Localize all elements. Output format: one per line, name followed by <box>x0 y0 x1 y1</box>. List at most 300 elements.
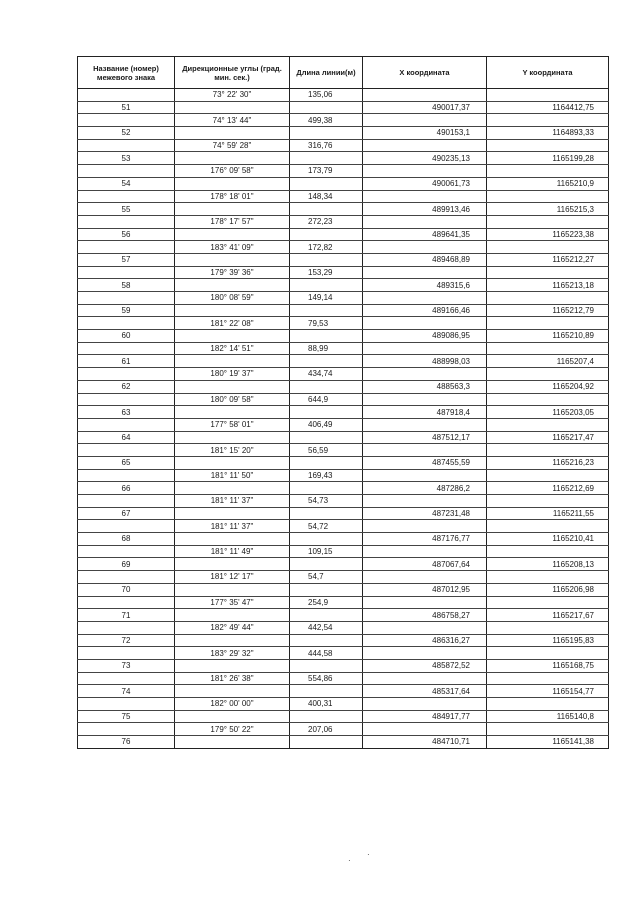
directional-angle-cell <box>175 507 290 520</box>
x-coordinate-cell <box>363 520 487 533</box>
directional-angle-cell <box>175 279 290 292</box>
y-coordinate-cell <box>487 165 609 178</box>
directional-angle-cell: 178° 17' 57" <box>175 215 290 228</box>
directional-angle-cell <box>175 330 290 343</box>
y-coordinate-cell: 1165140,8 <box>487 710 609 723</box>
y-coordinate-cell <box>487 89 609 102</box>
x-coordinate-cell <box>363 266 487 279</box>
x-coordinate-cell: 487067,64 <box>363 558 487 571</box>
table-row-segment <box>78 698 609 711</box>
x-coordinate-cell: 490153,1 <box>363 127 487 140</box>
table-row-segment <box>78 89 609 102</box>
point-name-cell: 60 <box>78 330 175 343</box>
x-coordinate-cell <box>363 723 487 736</box>
table-row-point <box>78 533 609 546</box>
table-body <box>78 89 609 749</box>
x-coordinate-cell: 487455,59 <box>363 456 487 469</box>
header-line-length: Длина линии(м) <box>290 57 363 89</box>
line-length-cell <box>290 659 363 672</box>
table-row-segment <box>78 672 609 685</box>
directional-angle-cell: 183° 41' 09" <box>175 241 290 254</box>
line-length-cell: 400,31 <box>290 698 363 711</box>
x-coordinate-cell: 485317,64 <box>363 685 487 698</box>
table-row-point <box>78 380 609 393</box>
point-name-cell <box>78 241 175 254</box>
y-coordinate-cell <box>487 368 609 381</box>
line-length-cell: 56,59 <box>290 444 363 457</box>
x-coordinate-cell <box>363 596 487 609</box>
y-coordinate-cell <box>487 266 609 279</box>
point-name-cell: 55 <box>78 203 175 216</box>
header-point-name: Название (номер) межевого знака <box>78 57 175 89</box>
line-length-cell: 54,7 <box>290 571 363 584</box>
point-name-cell <box>78 215 175 228</box>
directional-angle-cell <box>175 710 290 723</box>
x-coordinate-cell: 488563,3 <box>363 380 487 393</box>
line-length-cell <box>290 583 363 596</box>
y-coordinate-cell <box>487 241 609 254</box>
x-coordinate-cell: 489913,46 <box>363 203 487 216</box>
point-name-cell: 67 <box>78 507 175 520</box>
x-coordinate-cell: 489468,89 <box>363 253 487 266</box>
line-length-cell <box>290 330 363 343</box>
y-coordinate-cell <box>487 495 609 508</box>
x-coordinate-cell <box>363 418 487 431</box>
point-name-cell: 74 <box>78 685 175 698</box>
y-coordinate-cell: 1165212,27 <box>487 253 609 266</box>
point-name-cell: 75 <box>78 710 175 723</box>
y-coordinate-cell: 1164412,75 <box>487 101 609 114</box>
directional-angle-cell: 74° 59' 28" <box>175 139 290 152</box>
line-length-cell: 172,82 <box>290 241 363 254</box>
table-row-segment <box>78 215 609 228</box>
header-directional-angle: Дирекционные углы (град. мин. сек.) <box>175 57 290 89</box>
line-length-cell <box>290 431 363 444</box>
directional-angle-cell: 181° 11' 50" <box>175 469 290 482</box>
x-coordinate-cell <box>363 241 487 254</box>
x-coordinate-cell: 487918,4 <box>363 406 487 419</box>
table-row-segment <box>78 647 609 660</box>
line-length-cell <box>290 203 363 216</box>
directional-angle-cell <box>175 482 290 495</box>
table-row-point <box>78 177 609 190</box>
y-coordinate-cell <box>487 647 609 660</box>
point-name-cell <box>78 495 175 508</box>
x-coordinate-cell: 487012,95 <box>363 583 487 596</box>
scan-speck: · <box>367 850 370 859</box>
y-coordinate-cell: 1165207,4 <box>487 355 609 368</box>
line-length-cell: 406,49 <box>290 418 363 431</box>
x-coordinate-cell <box>363 621 487 634</box>
directional-angle-cell: 181° 11' 49" <box>175 545 290 558</box>
directional-angle-cell: 178° 18' 01" <box>175 190 290 203</box>
table-row-point <box>78 431 609 444</box>
point-name-cell: 63 <box>78 406 175 419</box>
point-name-cell: 62 <box>78 380 175 393</box>
table-row-point <box>78 456 609 469</box>
y-coordinate-cell <box>487 139 609 152</box>
line-length-cell: 153,29 <box>290 266 363 279</box>
directional-angle-cell: 181° 11' 37" <box>175 495 290 508</box>
table-row-point <box>78 685 609 698</box>
y-coordinate-cell <box>487 698 609 711</box>
table-row-segment <box>78 495 609 508</box>
line-length-cell <box>290 406 363 419</box>
table-row-point <box>78 228 609 241</box>
point-name-cell <box>78 89 175 102</box>
y-coordinate-cell: 1165210,9 <box>487 177 609 190</box>
line-length-cell: 444,58 <box>290 647 363 660</box>
point-name-cell: 52 <box>78 127 175 140</box>
line-length-cell <box>290 152 363 165</box>
line-length-cell: 554,86 <box>290 672 363 685</box>
directional-angle-cell: 181° 26' 38" <box>175 672 290 685</box>
point-name-cell <box>78 165 175 178</box>
directional-angle-cell <box>175 355 290 368</box>
y-coordinate-cell <box>487 342 609 355</box>
point-name-cell <box>78 520 175 533</box>
directional-angle-cell: 176° 09' 58" <box>175 165 290 178</box>
point-name-cell <box>78 545 175 558</box>
y-coordinate-cell <box>487 469 609 482</box>
line-length-cell: 254,9 <box>290 596 363 609</box>
table-row-point <box>78 253 609 266</box>
line-length-cell <box>290 304 363 317</box>
directional-angle-cell: 73° 22' 30" <box>175 89 290 102</box>
point-name-cell: 76 <box>78 736 175 749</box>
x-coordinate-cell: 490235,13 <box>363 152 487 165</box>
header-y-coordinate: Y координата <box>487 57 609 89</box>
directional-angle-cell: 183° 29' 32" <box>175 647 290 660</box>
y-coordinate-cell <box>487 723 609 736</box>
y-coordinate-cell: 1164893,33 <box>487 127 609 140</box>
table-header-row <box>78 57 609 89</box>
y-coordinate-cell: 1165206,98 <box>487 583 609 596</box>
point-name-cell <box>78 266 175 279</box>
point-name-cell: 59 <box>78 304 175 317</box>
point-name-cell <box>78 444 175 457</box>
point-name-cell: 58 <box>78 279 175 292</box>
directional-angle-cell: 180° 08' 59" <box>175 292 290 305</box>
line-length-cell: 499,38 <box>290 114 363 127</box>
line-length-cell: 173,79 <box>290 165 363 178</box>
y-coordinate-cell <box>487 672 609 685</box>
table-row-point <box>78 583 609 596</box>
table-row-point <box>78 482 609 495</box>
y-coordinate-cell: 1165195,83 <box>487 634 609 647</box>
directional-angle-cell: 182° 14' 51" <box>175 342 290 355</box>
directional-angle-cell: 181° 15' 20" <box>175 444 290 457</box>
point-name-cell: 61 <box>78 355 175 368</box>
y-coordinate-cell: 1165215,3 <box>487 203 609 216</box>
directional-angle-cell <box>175 736 290 749</box>
table-row-segment <box>78 469 609 482</box>
directional-angle-cell <box>175 533 290 546</box>
directional-angle-cell: 177° 35' 47" <box>175 596 290 609</box>
point-name-cell <box>78 139 175 152</box>
y-coordinate-cell <box>487 215 609 228</box>
point-name-cell: 54 <box>78 177 175 190</box>
directional-angle-cell <box>175 203 290 216</box>
y-coordinate-cell <box>487 571 609 584</box>
x-coordinate-cell <box>363 342 487 355</box>
directional-angle-cell <box>175 456 290 469</box>
y-coordinate-cell <box>487 393 609 406</box>
line-length-cell: 109,15 <box>290 545 363 558</box>
table-row-segment <box>78 621 609 634</box>
directional-angle-cell <box>175 406 290 419</box>
line-length-cell <box>290 609 363 622</box>
table-row-point <box>78 710 609 723</box>
x-coordinate-cell <box>363 368 487 381</box>
x-coordinate-cell: 489166,46 <box>363 304 487 317</box>
line-length-cell <box>290 482 363 495</box>
directional-angle-cell <box>175 177 290 190</box>
directional-angle-cell <box>175 380 290 393</box>
point-name-cell <box>78 469 175 482</box>
point-name-cell: 69 <box>78 558 175 571</box>
line-length-cell <box>290 101 363 114</box>
line-length-cell: 434,74 <box>290 368 363 381</box>
table-row-point <box>78 634 609 647</box>
line-length-cell: 316,76 <box>290 139 363 152</box>
point-name-cell <box>78 292 175 305</box>
x-coordinate-cell: 489641,35 <box>363 228 487 241</box>
y-coordinate-cell: 1165210,41 <box>487 533 609 546</box>
x-coordinate-cell <box>363 292 487 305</box>
directional-angle-cell: 177° 58' 01" <box>175 418 290 431</box>
y-coordinate-cell <box>487 545 609 558</box>
x-coordinate-cell: 489086,95 <box>363 330 487 343</box>
y-coordinate-cell <box>487 317 609 330</box>
x-coordinate-cell <box>363 165 487 178</box>
y-coordinate-cell: 1165213,18 <box>487 279 609 292</box>
point-name-cell: 57 <box>78 253 175 266</box>
directional-angle-cell <box>175 253 290 266</box>
point-name-cell: 51 <box>78 101 175 114</box>
point-name-cell <box>78 317 175 330</box>
x-coordinate-cell: 486316,27 <box>363 634 487 647</box>
y-coordinate-cell: 1165212,79 <box>487 304 609 317</box>
directional-angle-cell: 181° 12' 17" <box>175 571 290 584</box>
point-name-cell: 68 <box>78 533 175 546</box>
table-row-segment <box>78 342 609 355</box>
line-length-cell: 54,73 <box>290 495 363 508</box>
x-coordinate-cell: 484710,71 <box>363 736 487 749</box>
line-length-cell: 644,9 <box>290 393 363 406</box>
x-coordinate-cell: 490017,37 <box>363 101 487 114</box>
table-row-point <box>78 152 609 165</box>
point-name-cell: 53 <box>78 152 175 165</box>
directional-angle-cell: 180° 19' 37" <box>175 368 290 381</box>
y-coordinate-cell: 1165211,55 <box>487 507 609 520</box>
table-row-point <box>78 203 609 216</box>
y-coordinate-cell: 1165216,23 <box>487 456 609 469</box>
y-coordinate-cell <box>487 596 609 609</box>
table-row-point <box>78 736 609 749</box>
x-coordinate-cell <box>363 647 487 660</box>
table-row-segment <box>78 723 609 736</box>
table-row-point <box>78 609 609 622</box>
x-coordinate-cell <box>363 393 487 406</box>
x-coordinate-cell <box>363 469 487 482</box>
directional-angle-cell: 182° 00' 00" <box>175 698 290 711</box>
directional-angle-cell <box>175 634 290 647</box>
y-coordinate-cell: 1165212,69 <box>487 482 609 495</box>
line-length-cell <box>290 710 363 723</box>
x-coordinate-cell: 485872,52 <box>363 659 487 672</box>
header-x-coordinate: X координата <box>363 57 487 89</box>
table-row-segment <box>78 368 609 381</box>
line-length-cell <box>290 533 363 546</box>
x-coordinate-cell: 487512,17 <box>363 431 487 444</box>
table-row-point <box>78 101 609 114</box>
x-coordinate-cell: 488998,03 <box>363 355 487 368</box>
y-coordinate-cell: 1165217,67 <box>487 609 609 622</box>
line-length-cell <box>290 380 363 393</box>
y-coordinate-cell <box>487 444 609 457</box>
x-coordinate-cell <box>363 139 487 152</box>
y-coordinate-cell: 1165141,38 <box>487 736 609 749</box>
directional-angle-cell <box>175 659 290 672</box>
table-row-segment <box>78 190 609 203</box>
line-length-cell <box>290 355 363 368</box>
y-coordinate-cell <box>487 520 609 533</box>
line-length-cell <box>290 177 363 190</box>
point-name-cell <box>78 621 175 634</box>
line-length-cell <box>290 279 363 292</box>
directional-angle-cell <box>175 101 290 114</box>
table-row-point <box>78 659 609 672</box>
table-row-point <box>78 304 609 317</box>
line-length-cell: 135,06 <box>290 89 363 102</box>
x-coordinate-cell: 487286,2 <box>363 482 487 495</box>
table-row-point <box>78 279 609 292</box>
directional-angle-cell: 182° 49' 44" <box>175 621 290 634</box>
directional-angle-cell <box>175 431 290 444</box>
table-row-segment <box>78 317 609 330</box>
table-row-point <box>78 406 609 419</box>
table-row-point <box>78 127 609 140</box>
line-length-cell <box>290 634 363 647</box>
point-name-cell <box>78 368 175 381</box>
point-name-cell <box>78 190 175 203</box>
table-row-point <box>78 330 609 343</box>
table-row-segment <box>78 114 609 127</box>
table-row-segment <box>78 266 609 279</box>
x-coordinate-cell <box>363 190 487 203</box>
x-coordinate-cell <box>363 672 487 685</box>
directional-angle-cell <box>175 609 290 622</box>
table-row-segment <box>78 571 609 584</box>
point-name-cell <box>78 647 175 660</box>
x-coordinate-cell: 487231,48 <box>363 507 487 520</box>
line-length-cell: 207,06 <box>290 723 363 736</box>
line-length-cell <box>290 507 363 520</box>
directional-angle-cell: 179° 50' 22" <box>175 723 290 736</box>
directional-angle-cell: 181° 22' 08" <box>175 317 290 330</box>
point-name-cell: 66 <box>78 482 175 495</box>
point-name-cell <box>78 698 175 711</box>
y-coordinate-cell: 1165217,47 <box>487 431 609 444</box>
table-row-point <box>78 558 609 571</box>
line-length-cell: 148,34 <box>290 190 363 203</box>
directional-angle-cell: 181° 11' 37" <box>175 520 290 533</box>
point-name-cell <box>78 418 175 431</box>
point-name-cell: 73 <box>78 659 175 672</box>
table-row-segment <box>78 139 609 152</box>
point-name-cell: 65 <box>78 456 175 469</box>
directional-angle-cell <box>175 558 290 571</box>
line-length-cell: 149,14 <box>290 292 363 305</box>
point-name-cell <box>78 393 175 406</box>
x-coordinate-cell <box>363 215 487 228</box>
line-length-cell <box>290 456 363 469</box>
line-length-cell: 79,53 <box>290 317 363 330</box>
table-row-segment <box>78 418 609 431</box>
point-name-cell <box>78 672 175 685</box>
x-coordinate-cell <box>363 698 487 711</box>
directional-angle-cell <box>175 685 290 698</box>
y-coordinate-cell: 1165199,28 <box>487 152 609 165</box>
point-name-cell: 72 <box>78 634 175 647</box>
point-name-cell <box>78 723 175 736</box>
point-name-cell <box>78 114 175 127</box>
x-coordinate-cell: 489315,6 <box>363 279 487 292</box>
line-length-cell: 54,72 <box>290 520 363 533</box>
y-coordinate-cell: 1165210,89 <box>487 330 609 343</box>
x-coordinate-cell: 490061,73 <box>363 177 487 190</box>
y-coordinate-cell <box>487 292 609 305</box>
x-coordinate-cell <box>363 114 487 127</box>
table-row-point <box>78 507 609 520</box>
line-length-cell <box>290 685 363 698</box>
boundary-coordinates-table <box>77 56 609 749</box>
directional-angle-cell <box>175 152 290 165</box>
line-length-cell <box>290 228 363 241</box>
x-coordinate-cell: 487176,77 <box>363 533 487 546</box>
y-coordinate-cell: 1165208,13 <box>487 558 609 571</box>
directional-angle-cell: 180° 09' 58" <box>175 393 290 406</box>
directional-angle-cell: 179° 39' 36" <box>175 266 290 279</box>
y-coordinate-cell <box>487 190 609 203</box>
x-coordinate-cell <box>363 495 487 508</box>
y-coordinate-cell <box>487 621 609 634</box>
x-coordinate-cell: 486758,27 <box>363 609 487 622</box>
y-coordinate-cell <box>487 418 609 431</box>
point-name-cell <box>78 571 175 584</box>
x-coordinate-cell: 484917,77 <box>363 710 487 723</box>
y-coordinate-cell <box>487 114 609 127</box>
table-row-segment <box>78 292 609 305</box>
x-coordinate-cell <box>363 317 487 330</box>
line-length-cell <box>290 558 363 571</box>
table-row-segment <box>78 520 609 533</box>
line-length-cell <box>290 253 363 266</box>
table-row-segment <box>78 545 609 558</box>
table-row-segment <box>78 444 609 457</box>
table-row-segment <box>78 596 609 609</box>
directional-angle-cell <box>175 304 290 317</box>
line-length-cell: 169,43 <box>290 469 363 482</box>
directional-angle-cell <box>175 228 290 241</box>
table-row-segment <box>78 165 609 178</box>
line-length-cell <box>290 127 363 140</box>
table-row-segment <box>78 241 609 254</box>
directional-angle-cell <box>175 583 290 596</box>
y-coordinate-cell: 1165168,75 <box>487 659 609 672</box>
table-row-point <box>78 355 609 368</box>
